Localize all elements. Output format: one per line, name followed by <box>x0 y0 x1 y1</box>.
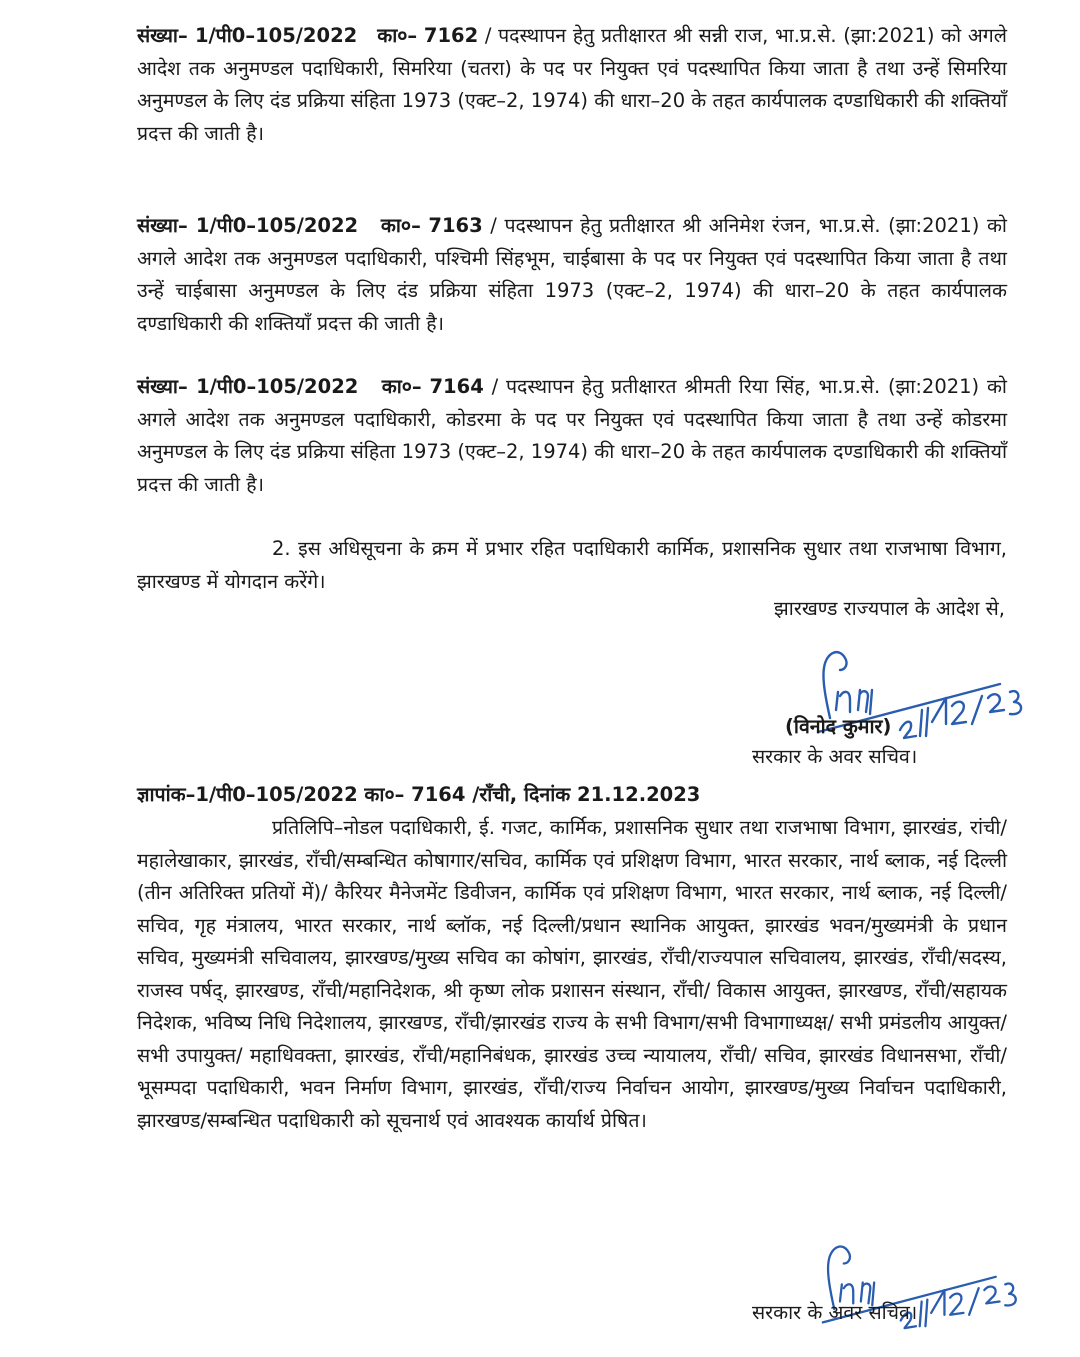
notification-ref-number: संख्या– 1/पी0–105/2022 <box>137 24 358 47</box>
memo-body: प्रतिलिपि–नोडल पदाधिकारी, ई. गजट, कार्मिक, प्रशासनिक सुधार तथा राजभाषा विभाग, झारखंड, रांची/महालेखाकार, झारखंड, राँची/सम्बन्धित कोषागार/सचिव, कार्मिक एवं प्रशिक्षण विभाग, भारत सरकार, नार्थ ब्लाक, नई दिल्ली (तीन अतिरिक्त प्रतियों में)/ कैरियर मैनेजमेंट डिवीजन, कार्मिक एवं प्रशिक्षण विभाग, भारत सरकार, नार्थ ब्लाक, नई दिल्ली/सचिव, गृह मंत्रालय, भारत सरकार, नार्थ ब्लॉक, नई दिल्ली/प्रधान स्थानिक आयुक्त, झारखंड भवन/मुख्यमंत्री के प्रधान सचिव, मुख्यमंत्री सचिवालय, झारखण्ड/मुख्य सचिव का कोषांग, झारखंड, राँची/राज्यपाल सचिवालय, झारखंड, राँची/सदस्य, राजस्व पर्षद्, झारखण्ड, राँची/महानिदेशक, श्री कृष्ण लोक प्रशासन संस्थान, राँची/ विकास आयुक्त, झारखण्ड, राँची/सहायक निदेशक, भविष्य निधि निदेशालय, झारखण्ड, राँची/झारखंड राज्य के सभी विभाग/सभी विभागाध्यक्ष/ सभी प्रमंडलीय आयुक्त/सभी उपायुक्त/ महाधिवक्ता, झारखंड, राँची/महानिबंधक, झारखंड उच्च न्यायालय, राँची/ सचिव, झारखंड विधानसभा, राँची/ भूसम्पदा पदाधिकारी, भवन निर्माण विभाग, झारखंड, राँची/राज्य निर्वाचन आयोग, झारखण्ड/मुख्य निर्वाचन पदाधिकारी, झारखण्ड/सम्बन्धित पदाधिकारी को सूचनार्थ एवं आवश्यक कार्यार्थ प्रेषित। <box>137 816 1007 1132</box>
signatory-designation: सरकार के अवर सचिव। <box>752 745 918 768</box>
memo-signatory-designation: सरकार के अवर सचिव। <box>752 1301 918 1324</box>
memo-heading: ज्ञापांक–1/पी0–105/2022 का०– 7164 /राँची, दिनांक 21.12.2023 <box>137 783 701 806</box>
notification-ka-label: का०– <box>381 375 422 398</box>
notification-paragraph-3 <box>137 371 1007 501</box>
governor-order-line: झारखण्ड राज्यपाल के आदेश से, <box>774 597 1005 620</box>
notification-body: / पदस्थापन हेतु प्रतीक्षारत श्री अनिमेश रंजन, भा.प्र.से. (झा:2021) को अगले आदेश तक अनुमण्डल पदाधिकारी, पश्चिमी सिंहभूम, चाईबासा के पद पर नियुक्त एवं पदस्थापित किया जाता है तथा उन्हें चाईबासा अनुमण्डल के लिए दंड प्रक्रिया संहिता 1973 (एक्ट–2, 1974) की धारा–20 के तहत कार्यपालक दण्डाधिकारी की शक्तियाँ प्रदत्त की जाती है। <box>137 214 1007 335</box>
notification-ka-number: 7162 <box>423 24 479 47</box>
notification-paragraph-1 <box>137 20 1007 150</box>
clause-2: 2. इस अधिसूचना के क्रम में प्रभार रहित पदाधिकारी कार्मिक, प्रशासनिक सुधार तथा राजभाषा विभाग, झारखण्ड में योगदान करेंगे। <box>137 537 1007 593</box>
notification-ka-number: 7164 <box>429 375 484 398</box>
notification-ka-label: का०– <box>380 214 421 237</box>
notification-ref-number: संख्या– 1/पी0–105/2022 <box>137 375 359 398</box>
signatory-name: (विनोद कुमार) <box>785 715 892 738</box>
notification-ka-number: 7163 <box>428 214 483 237</box>
notification-paragraph-2 <box>137 210 1007 340</box>
notification-ref-number: संख्या– 1/पी0–105/2022 <box>137 214 359 237</box>
notification-ka-label: का०– <box>377 24 418 47</box>
notification-body: / पदस्थापन हेतु प्रतीक्षारत श्रीमती रिया सिंह, भा.प्र.से. (झा:2021) को अगले आदेश तक अनुमण्डल पदाधिकारी, कोडरमा के पद पर नियुक्त एवं पदस्थापित किया जाता है तथा उन्हें कोडरमा अनुमण्डल के लिए दंड प्रक्रिया संहिता 1973 (एक्ट–2, 1974) की धारा–20 के तहत कार्यपालक दण्डाधिकारी की शक्तियाँ प्रदत्त की जाती है। <box>137 375 1007 496</box>
notification-body: / पदस्थापन हेतु प्रतीक्षारत श्री सन्नी राज, भा.प्र.से. (झा:2021) को अगले आदेश तक अनुमण्डल पदाधिकारी, सिमरिया (चतरा) के पद पर नियुक्त एवं पदस्थापित किया जाता है तथा उन्हें सिमरिया अनुमण्डल के लिए दंड प्रक्रिया संहिता 1973 (एक्ट–2, 1974) की धारा–20 के तहत कार्यपालक दण्डाधिकारी की शक्तियाँ प्रदत्त की जाती है। <box>137 24 1007 145</box>
